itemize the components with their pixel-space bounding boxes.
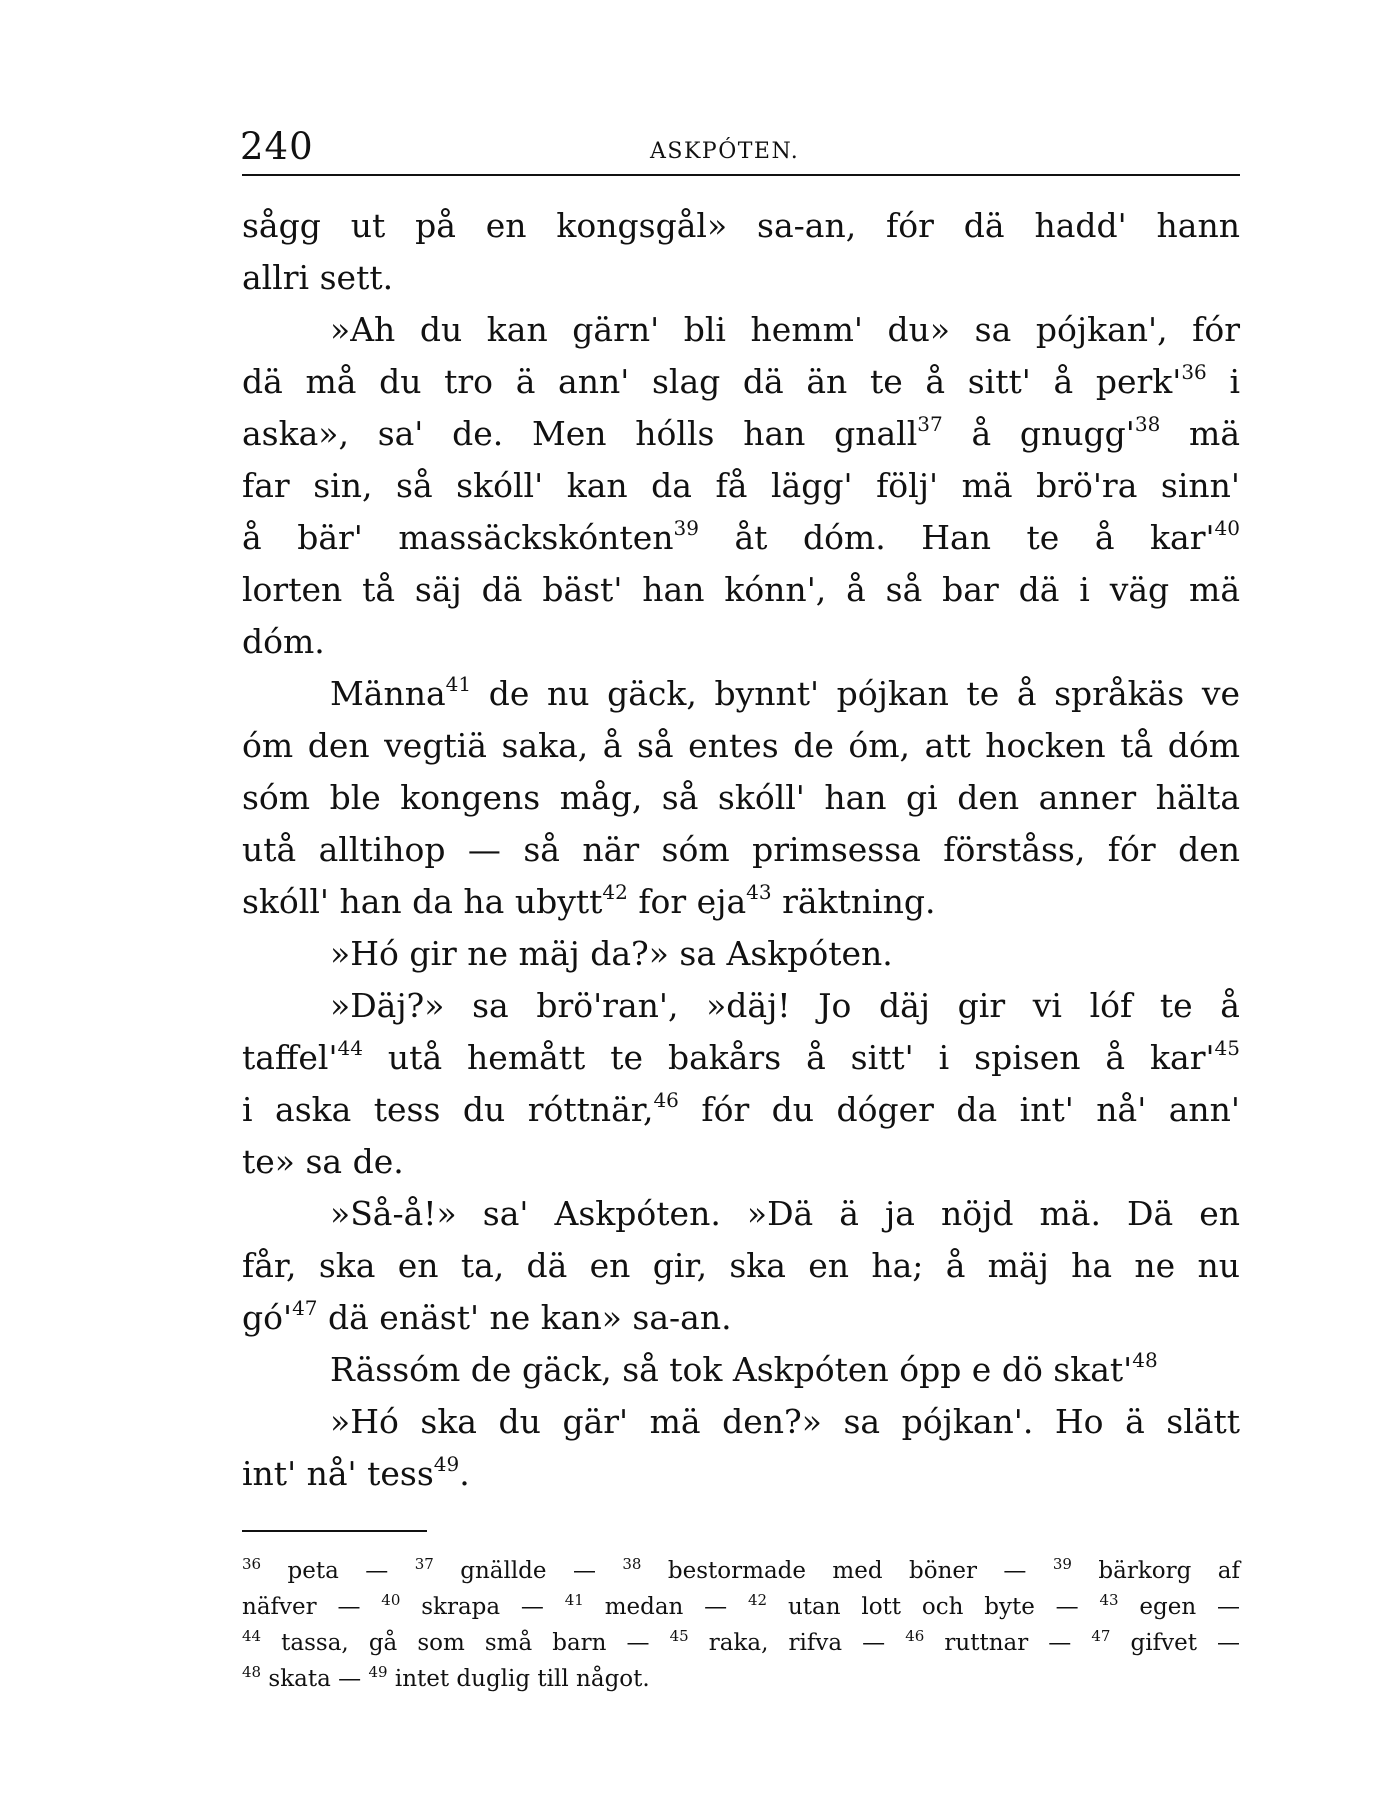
text-line: te» sa de. — [242, 1142, 404, 1181]
text-line — [242, 1448, 1240, 1500]
footnote-marker: 48 — [1132, 1348, 1158, 1372]
footnote-marker: 39 — [673, 516, 699, 540]
page-number: 240 — [240, 125, 314, 168]
footnote-text: tassa, gå som små barn — — [261, 1630, 670, 1656]
footnote-text: gnällde — — [433, 1558, 623, 1584]
text-line: »Ah du kan gärn' bli hemm' du» sa pójkan', fór — [330, 310, 1240, 349]
text-line: »Hó gir ne mäj da?» sa Askpóten. — [330, 934, 893, 973]
footnote-line — [242, 1625, 1240, 1661]
text-segment: dä må du tro ä ann' slag dä än te å sitt' å perk' — [242, 362, 1182, 401]
running-title: ASKPÓTEN. — [650, 139, 800, 164]
text-line: utå alltihop — så när sóm primsessa förståss, fór den — [242, 830, 1240, 869]
footnote-number: 37 — [414, 1555, 434, 1573]
text-line — [242, 1344, 1240, 1396]
footnote-number: 36 — [242, 1555, 262, 1573]
footnote-rule — [242, 1530, 427, 1532]
footnote-marker: 37 — [917, 412, 943, 436]
footnote-text: bärkorg af — [1071, 1558, 1240, 1584]
text-segment: aska», sa' de. Men hólls han gnall — [242, 414, 918, 453]
footnote-text: medan — — [583, 1594, 749, 1620]
text-line — [242, 1084, 1240, 1136]
text-segment: for eja — [627, 882, 747, 921]
footnote-text: peta — — [261, 1558, 415, 1584]
text-segment: åt dóm. Han te å kar' — [698, 518, 1215, 557]
footnote-line — [242, 1553, 1240, 1589]
footnote-marker: 40 — [1214, 516, 1240, 540]
footnote-text: utan lott och byte — — [767, 1594, 1100, 1620]
footnote-line — [242, 1589, 1240, 1625]
text-line: allri sett. — [242, 258, 394, 297]
text-segment: utå hemått te bakårs å sitt' i spisen å kar' — [363, 1038, 1215, 1077]
footnote-number: 45 — [669, 1627, 689, 1645]
text-line: »Hó ska du gär' mä den?» sa pójkan'. Ho ä slätt — [330, 1402, 1240, 1441]
footnote-marker: 38 — [1134, 412, 1161, 436]
page-header — [240, 125, 1240, 175]
text-segment: int' nå' tess — [242, 1454, 434, 1493]
text-line: »Däj?» sa brö'ran', »däj! Jo däj gir vi lóf te å — [330, 986, 1240, 1025]
body-text — [242, 200, 1240, 1500]
footnote-number: 49 — [368, 1663, 388, 1681]
text-segment: å bär' massäckskónten — [242, 518, 674, 557]
text-segment: i aska tess du róttnär, — [242, 1090, 654, 1129]
text-segment: Rässóm de gäck, så tok Askpóten ópp e dö skat' — [330, 1350, 1133, 1389]
footnote-marker: 42 — [602, 880, 628, 904]
text-line — [242, 668, 1240, 720]
text-segment: taffel' — [242, 1038, 338, 1077]
text-line — [242, 356, 1240, 408]
text-line: lorten tå säj dä bäst' han kónn', å så bar dä i väg mä — [242, 570, 1240, 609]
text-segment: mä — [1160, 414, 1240, 453]
text-line: sóm ble kongens måg, så skóll' han gi den anner hälta — [242, 778, 1240, 817]
text-line — [242, 1292, 1240, 1344]
text-line: får, ska en ta, dä en gir, ska en ha; å mäj ha ne nu — [242, 1246, 1240, 1285]
text-line: far sin, så skóll' kan da få lägg' följ' mä brö'ra sinn' — [242, 466, 1240, 505]
footnote-text: raka, rifva — — [688, 1630, 906, 1656]
text-segment: räktning. — [771, 882, 936, 921]
footnote-text: ruttnar — — [924, 1630, 1092, 1656]
footnote-number: 38 — [622, 1555, 642, 1573]
footnote-number: 42 — [748, 1591, 768, 1609]
footnote-text: skata — — [261, 1666, 369, 1692]
text-segment: . — [459, 1454, 470, 1493]
text-line — [242, 512, 1240, 564]
text-segment: gó' — [242, 1298, 293, 1337]
text-line — [242, 1032, 1240, 1084]
footnote-marker: 49 — [433, 1452, 460, 1476]
text-segment: fór du dóger da int' nå' ann' — [678, 1090, 1240, 1129]
footnote-marker: 45 — [1214, 1036, 1240, 1060]
footnote-marker: 46 — [653, 1088, 679, 1112]
footnote-text: bestormade med böner — — [641, 1558, 1053, 1584]
text-segment: skóll' han da ha ubytt — [242, 882, 603, 921]
footnote-text: intet duglig till något. — [387, 1666, 650, 1692]
footnote-number: 41 — [564, 1591, 584, 1609]
footnote-marker: 36 — [1181, 360, 1207, 384]
text-segment: de nu gäck, bynnt' pójkan te å språkäs ve — [471, 674, 1240, 713]
footnote-number: 44 — [242, 1627, 262, 1645]
text-segment: å gnugg' — [942, 414, 1135, 453]
footnote-text: näfver — — [242, 1594, 382, 1620]
text-line: dóm. — [242, 622, 325, 661]
text-line: óm den vegtiä saka, å så entes de óm, att hocken tå dóm — [242, 726, 1240, 765]
text-segment: dä enäst' ne kan» sa-an. — [317, 1298, 732, 1337]
footnote-line — [242, 1661, 1240, 1697]
header-rule — [242, 174, 1240, 176]
footnote-number: 39 — [1052, 1555, 1072, 1573]
footnote-number: 43 — [1099, 1591, 1119, 1609]
text-segment: Männa — [330, 674, 446, 713]
text-line: sågg ut på en kongsgål» sa-an, fór dä hadd' hann — [242, 206, 1240, 245]
footnote-marker: 41 — [445, 672, 472, 696]
text-line — [242, 876, 1240, 928]
footnote-text: egen — — [1118, 1594, 1240, 1620]
footnote-marker: 43 — [746, 880, 772, 904]
footnote-text: skrapa — — [400, 1594, 565, 1620]
footnote-number: 47 — [1091, 1627, 1111, 1645]
footnote-number: 40 — [381, 1591, 401, 1609]
footnote-marker: 44 — [337, 1036, 363, 1060]
text-line: »Så-å!» sa' Askpóten. »Dä ä ja nöjd mä. Dä en — [330, 1194, 1240, 1233]
footnote-number: 46 — [905, 1627, 925, 1645]
footnote-number: 48 — [242, 1663, 262, 1681]
footnote-text: gifvet — — [1110, 1630, 1241, 1656]
footnote-marker: 47 — [292, 1296, 318, 1320]
text-line — [242, 408, 1240, 460]
text-segment: i — [1206, 362, 1240, 401]
footnotes — [242, 1553, 1240, 1697]
